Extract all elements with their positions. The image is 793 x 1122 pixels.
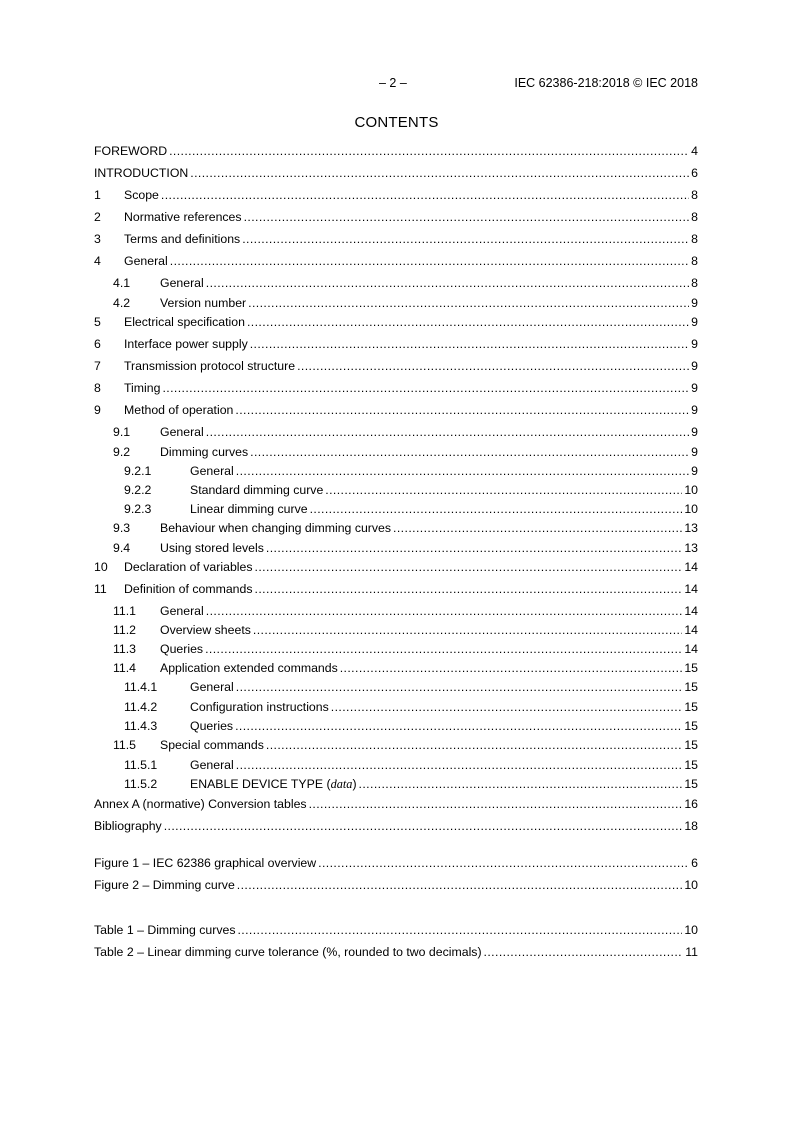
toc-entry-number: 2: [94, 210, 101, 224]
toc-entry[interactable]: [94, 719, 698, 736]
toc-dot-leader: [266, 738, 682, 752]
toc-entry-number: 11.4.2: [124, 700, 158, 714]
toc-entry-label: Table 2 – Linear dimming curve tolerance (%, rounded to two decimals): [94, 945, 482, 959]
toc-entry[interactable]: [94, 582, 698, 599]
toc-entry-label: Annex A (normative) Conversion tables: [94, 797, 307, 811]
toc-dot-leader: [236, 464, 689, 478]
toc-entry-page: 8: [691, 254, 698, 268]
toc-entry[interactable]: [94, 878, 698, 895]
toc-dot-leader: [170, 254, 689, 268]
toc-dot-leader: [253, 623, 682, 637]
toc-entry-page: 15: [684, 661, 698, 675]
toc-entry-page: 18: [684, 819, 698, 833]
toc-entry-page: 9: [691, 359, 698, 373]
toc-entry-number: 8: [94, 381, 101, 395]
toc-entry[interactable]: [94, 315, 698, 332]
toc-entry-page: 11: [685, 945, 698, 959]
toc-dot-leader: [247, 315, 689, 329]
toc-entry-page: 10: [684, 878, 698, 892]
toc-dot-leader: [236, 680, 683, 694]
toc-entry-number: 11.4: [113, 661, 137, 675]
toc-entry-label: Terms and definitions: [124, 232, 241, 246]
toc-entry-page: 15: [684, 738, 698, 752]
toc-entry-page: 9: [691, 464, 698, 478]
toc-dot-leader: [359, 777, 683, 791]
toc-entry[interactable]: [94, 381, 698, 398]
toc-entry-label: Transmission protocol structure: [124, 359, 296, 373]
toc-entry-label: Linear dimming curve: [190, 502, 308, 516]
toc-entry[interactable]: [94, 296, 698, 313]
toc-dot-leader: [248, 296, 689, 310]
toc-dot-leader: [237, 923, 682, 937]
toc-entry-number: 11.4.3: [124, 719, 158, 733]
toc-entry[interactable]: [94, 254, 698, 271]
toc-dot-leader: [250, 337, 689, 351]
toc-entry-number: 9: [94, 403, 101, 417]
toc-dot-leader: [237, 878, 683, 892]
toc-entry-label: FOREWORD: [94, 144, 168, 158]
toc-entry-label-suffix: ): [352, 777, 357, 791]
toc-entry[interactable]: [94, 680, 698, 697]
toc-entry-page: 15: [684, 680, 698, 694]
toc-dot-leader: [190, 166, 689, 180]
toc-entry[interactable]: [94, 337, 698, 354]
toc-entry-page: 9: [691, 425, 698, 439]
toc-dot-leader: [162, 381, 689, 395]
toc-dot-leader: [484, 945, 684, 959]
toc-dot-leader: [393, 521, 682, 535]
toc-entry-number: 4.1: [113, 276, 131, 290]
toc-entry-label: Figure 1 – IEC 62386 graphical overview: [94, 856, 317, 870]
toc-entry[interactable]: [94, 502, 698, 519]
toc-entry-page: 14: [684, 623, 698, 637]
toc-entry-number: 9.2: [113, 445, 131, 459]
toc-entry[interactable]: [94, 758, 698, 775]
toc-entry-label: Table 1 – Dimming curves: [94, 923, 236, 937]
toc-dot-leader: [164, 819, 683, 833]
toc-entry-label: General: [190, 464, 234, 478]
toc-entry-number: 11.1: [113, 604, 137, 618]
toc-entry-label: General: [124, 254, 168, 268]
toc-entry-page: 15: [684, 719, 698, 733]
toc-entry[interactable]: [94, 483, 698, 500]
toc-entry[interactable]: [94, 661, 698, 678]
toc-dot-leader: [169, 144, 689, 158]
toc-entry[interactable]: [94, 166, 698, 183]
toc-entry-label: Figure 2 – Dimming curve: [94, 878, 235, 892]
toc-dot-leader: [235, 719, 682, 733]
toc-entry-number: 11.2: [113, 623, 137, 637]
toc-entry[interactable]: [94, 464, 698, 481]
toc-entry[interactable]: [94, 359, 698, 376]
toc-entry-page: 16: [684, 797, 698, 811]
toc-entry-label: Version number: [160, 296, 247, 310]
toc-entry[interactable]: [94, 945, 698, 962]
toc-entry-number: 9.2.2: [124, 483, 152, 497]
toc-entry-page: 9: [691, 445, 698, 459]
toc-entry-page: 15: [684, 758, 698, 772]
toc-entry-label: Application extended commands: [160, 661, 338, 675]
toc-entry[interactable]: [94, 700, 698, 717]
toc-entry-number: 9.2.1: [124, 464, 152, 478]
toc-entry-page: 10: [684, 483, 698, 497]
toc-entry[interactable]: [94, 403, 698, 420]
toc-entry-label: General: [160, 276, 204, 290]
toc-entry-label: INTRODUCTION: [94, 166, 189, 180]
toc-entry-label: Behaviour when changing dimming curves: [160, 521, 392, 535]
toc-entry[interactable]: [94, 604, 698, 621]
toc-entry-label: Electrical specification: [124, 315, 245, 329]
toc-dot-leader: [236, 758, 683, 772]
toc-entry[interactable]: [94, 445, 698, 462]
toc-entry-label: Declaration of variables: [124, 560, 253, 574]
toc-entry-page: 13: [684, 521, 698, 535]
toc-entry[interactable]: [94, 144, 698, 161]
toc-entry-label: Bibliography: [94, 819, 162, 833]
toc-entry[interactable]: [94, 521, 698, 538]
toc-entry-page: 8: [691, 276, 698, 290]
toc-dot-leader: [205, 642, 682, 656]
toc-entry-number: 11.3: [113, 642, 137, 656]
toc-entry-label: General: [160, 604, 204, 618]
toc-entry-label: Configuration instructions: [190, 700, 329, 714]
toc-entry-label: Special commands: [160, 738, 264, 752]
toc-entry-label-italic: data: [330, 777, 353, 791]
toc-dot-leader: [318, 856, 689, 870]
toc-entry-label: Method of operation: [124, 403, 234, 417]
toc-dot-leader: [235, 403, 689, 417]
toc-entry[interactable]: [94, 738, 698, 755]
toc-dot-leader: [206, 604, 683, 618]
toc-dot-leader: [331, 700, 683, 714]
toc-entry-page: 8: [691, 188, 698, 202]
toc-entry[interactable]: [94, 210, 698, 227]
toc-entry-number: 11.5.1: [124, 758, 158, 772]
toc-entry-number: 4: [94, 254, 101, 268]
toc-entry[interactable]: [94, 232, 698, 249]
toc-entry-label: Using stored levels: [160, 541, 264, 555]
toc-entry-label: [190, 777, 357, 792]
toc-entry[interactable]: [94, 777, 698, 794]
toc-entry-label: Normative references: [124, 210, 242, 224]
toc-entry[interactable]: [94, 856, 698, 873]
toc-entry-number: 4.2: [113, 296, 131, 310]
toc-entry[interactable]: [94, 797, 698, 814]
toc-dot-leader: [206, 425, 689, 439]
toc-entry-page: 4: [691, 144, 698, 158]
toc-entry-number: 6: [94, 337, 101, 351]
toc-entry-number: 7: [94, 359, 101, 373]
page-number: – 2 –: [379, 76, 407, 90]
toc-dot-leader: [206, 276, 689, 290]
toc-dot-leader: [255, 560, 683, 574]
page-header: [0, 76, 793, 92]
toc-entry-label: Dimming curves: [160, 445, 249, 459]
toc-entry-number: 9.2.3: [124, 502, 152, 516]
toc-entry-page: 9: [691, 403, 698, 417]
toc-entry-page: 15: [684, 700, 698, 714]
toc-entry-label: Queries: [190, 719, 234, 733]
toc-entry-number: 9.4: [113, 541, 131, 555]
toc-entry-number: 11.5: [113, 738, 137, 752]
toc-dot-leader: [340, 661, 683, 675]
toc-dot-leader: [244, 210, 690, 224]
toc-dot-leader: [297, 359, 689, 373]
toc-entry-number: 1: [94, 188, 101, 202]
toc-entry-page: 8: [691, 210, 698, 224]
toc-entry-label: Standard dimming curve: [190, 483, 324, 497]
toc-entry-label: General: [160, 425, 204, 439]
toc-entry-page: 8: [691, 232, 698, 246]
standard-identifier: IEC 62386-218:2018 © IEC 2018: [514, 76, 698, 90]
toc-entry[interactable]: [94, 623, 698, 640]
toc-entry-label: Overview sheets: [160, 623, 251, 637]
toc-dot-leader: [325, 483, 682, 497]
toc-entry[interactable]: [94, 276, 698, 293]
toc-entry-page: 10: [684, 923, 698, 937]
toc-entry-page: 9: [691, 381, 698, 395]
toc-entry-label: Interface power supply: [124, 337, 248, 351]
toc-dot-leader: [255, 582, 683, 596]
toc-entry[interactable]: [94, 560, 698, 577]
toc-entry[interactable]: [94, 188, 698, 205]
toc-entry-number: 3: [94, 232, 101, 246]
toc-entry-page: 10: [684, 502, 698, 516]
toc-entry-page: 9: [691, 337, 698, 351]
toc-dot-leader: [309, 797, 683, 811]
toc-entry-page: 15: [684, 777, 698, 791]
toc-dot-leader: [250, 445, 689, 459]
toc-entry-number: 9.3: [113, 521, 131, 535]
toc-entry-page: 14: [684, 604, 698, 618]
toc-entry[interactable]: [94, 541, 698, 558]
toc-entry-page: 14: [684, 560, 698, 574]
toc-entry[interactable]: [94, 425, 698, 442]
toc-entry[interactable]: [94, 819, 698, 836]
toc-dot-leader: [242, 232, 689, 246]
toc-entry-page: 6: [691, 166, 698, 180]
toc-entry[interactable]: [94, 923, 698, 940]
toc-entry-number: 11: [94, 582, 107, 596]
toc-dot-leader: [161, 188, 689, 202]
toc-entry-label: General: [190, 758, 234, 772]
toc-entry-page: 9: [691, 315, 698, 329]
toc-entry-page: 9: [691, 296, 698, 310]
toc-entry[interactable]: [94, 642, 698, 659]
toc-entry-label: Queries: [160, 642, 204, 656]
toc-dot-leader: [266, 541, 682, 555]
toc-entry-label: General: [190, 680, 234, 694]
toc-entry-label: Definition of commands: [124, 582, 253, 596]
toc-entry-label: Scope: [124, 188, 159, 202]
toc-entry-page: 14: [684, 582, 698, 596]
toc-entry-label-text: ENABLE DEVICE TYPE (: [190, 777, 331, 791]
toc-entry-number: 9.1: [113, 425, 131, 439]
toc-entry-number: 11.4.1: [124, 680, 158, 694]
toc-entry-number: 11.5.2: [124, 777, 158, 791]
page-title: CONTENTS: [354, 114, 439, 131]
toc-entry-page: 13: [684, 541, 698, 555]
toc-dot-leader: [310, 502, 683, 516]
toc-entry-page: 6: [691, 856, 698, 870]
toc-entry-number: 5: [94, 315, 101, 329]
toc-entry-label: Timing: [124, 381, 161, 395]
toc-entry-page: 14: [684, 642, 698, 656]
toc-entry-number: 10: [94, 560, 108, 574]
